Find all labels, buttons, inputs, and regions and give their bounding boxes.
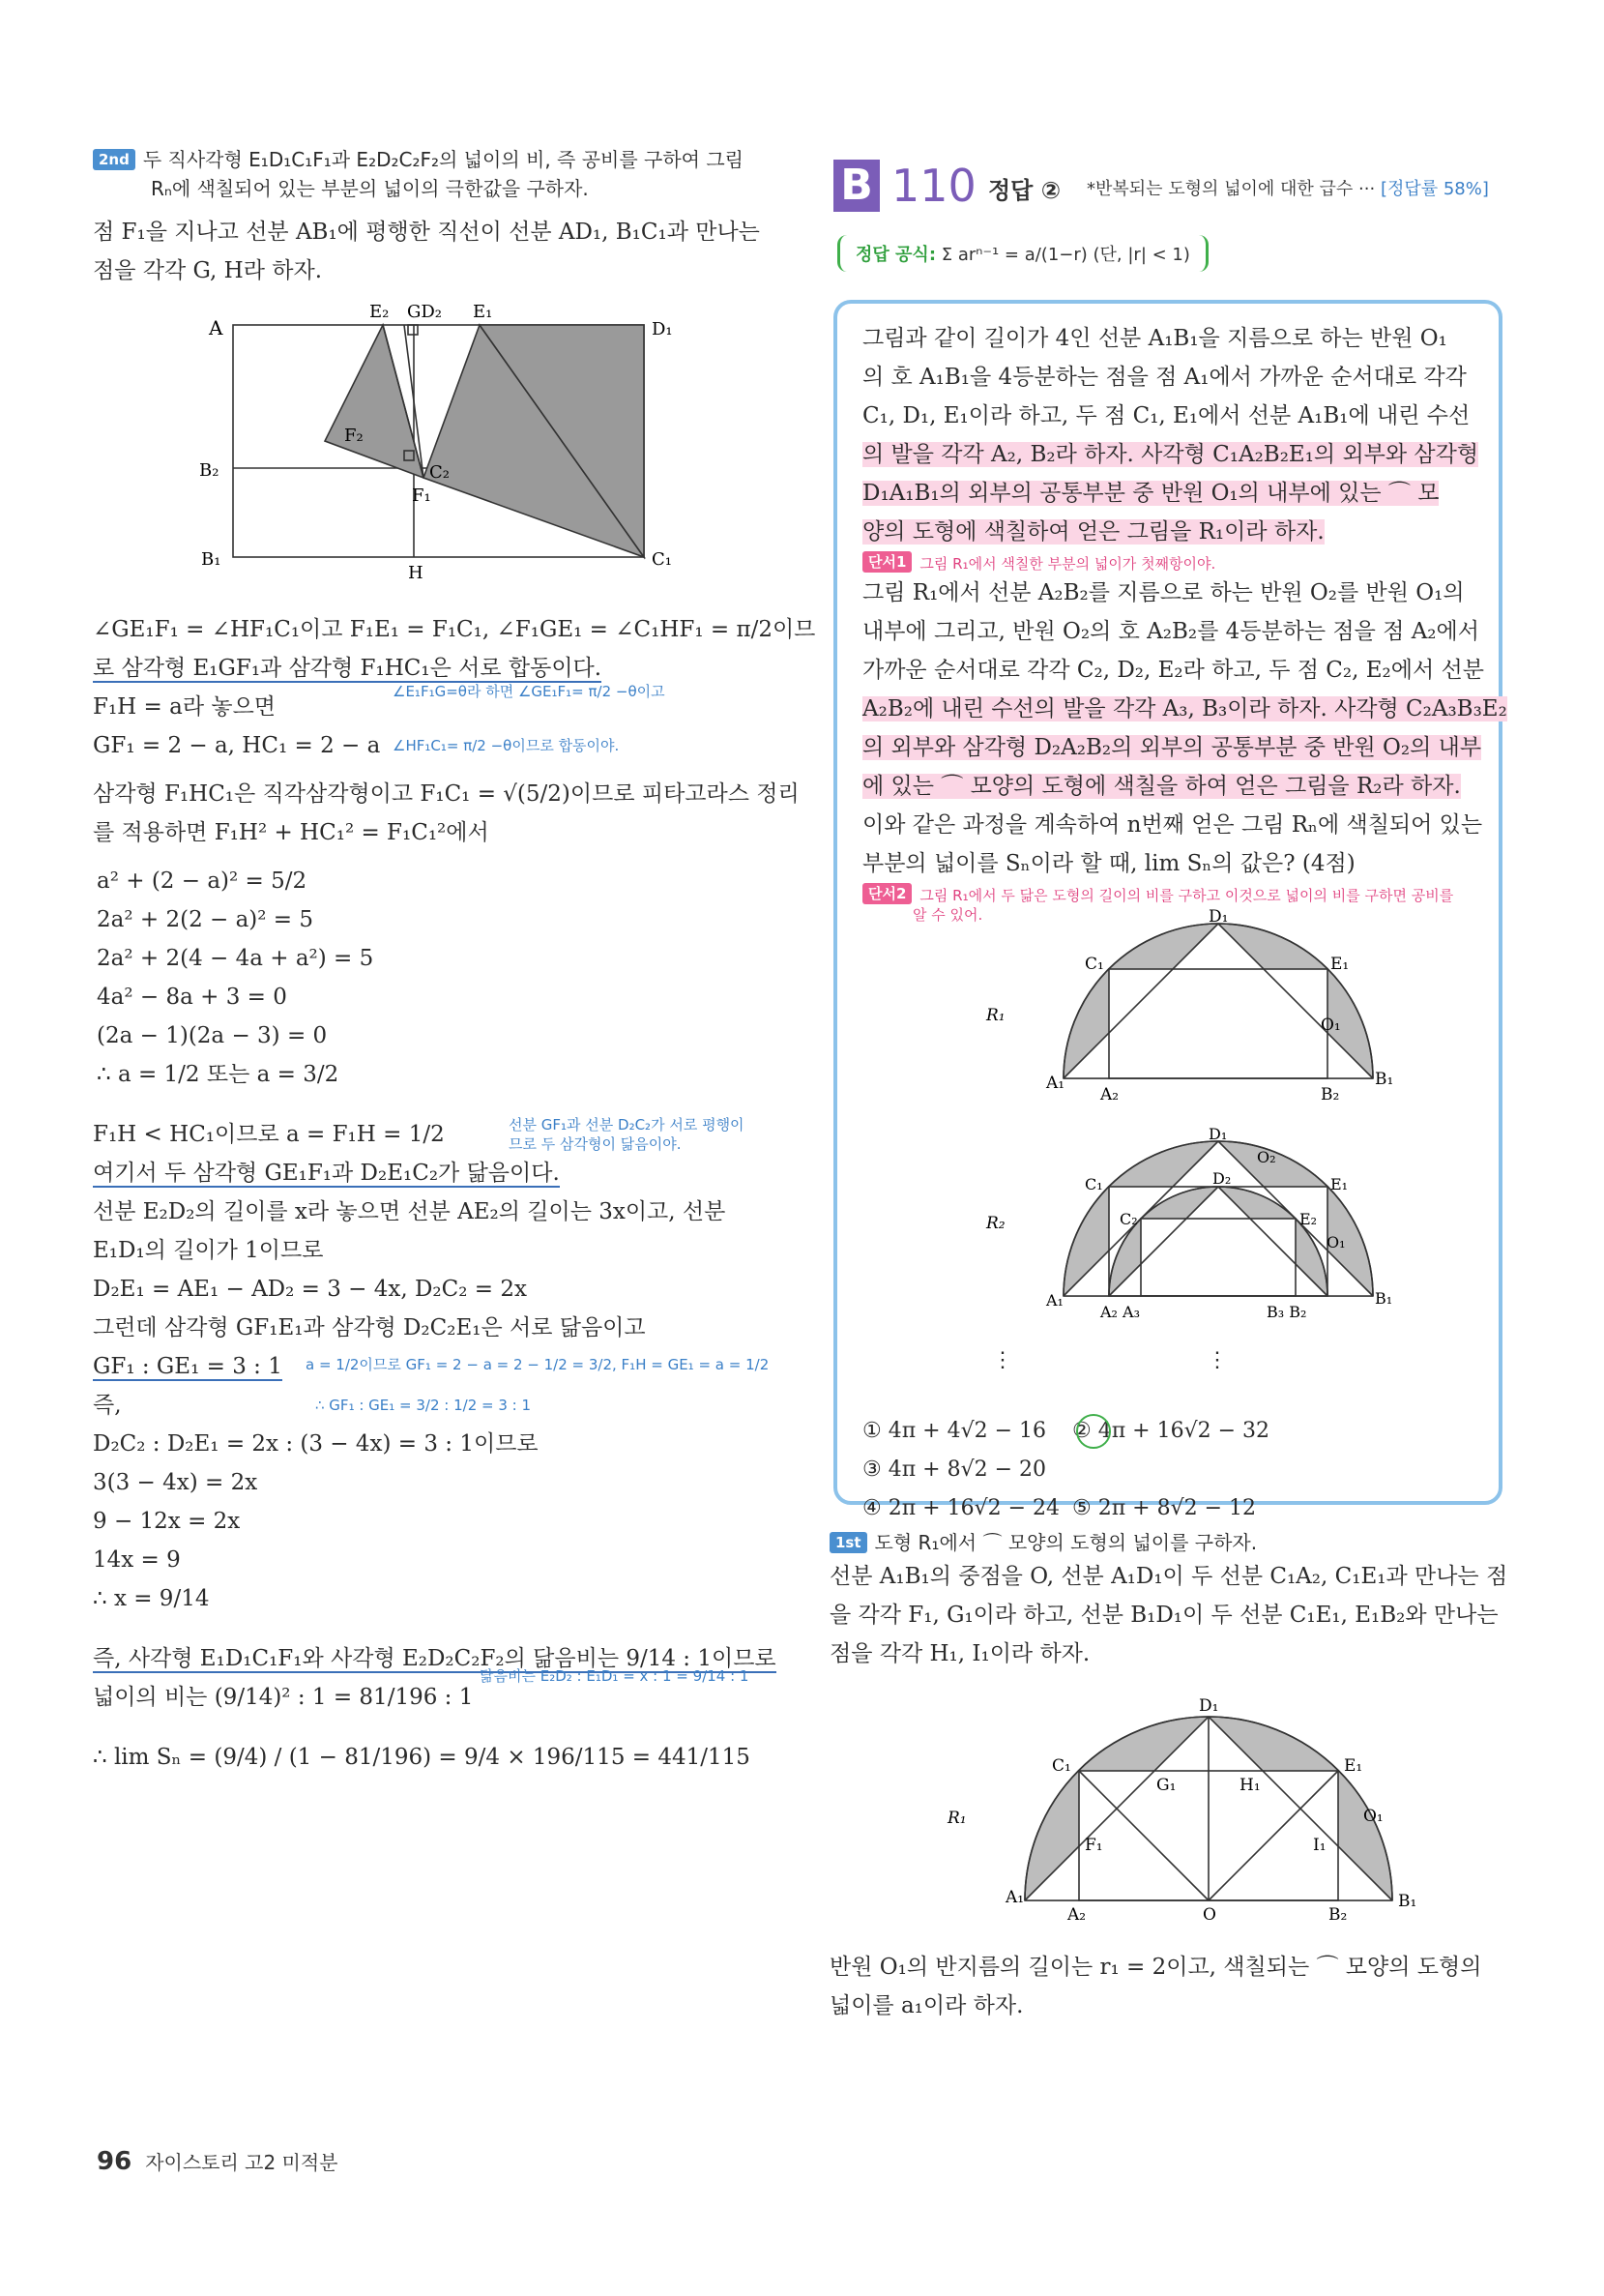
equation-line: 선분 E₂D₂의 길이를 x라 놓으면 선분 AE₂의 길이는 3x이고, 선분	[93, 1199, 726, 1224]
hint2: 단서2 그림 R₁에서 두 닮은 도형의 길이의 비를 구하고 이것으로 넓이의 비를 구하면 공비를	[862, 883, 1481, 905]
label-B2: B₂	[199, 460, 219, 481]
label-B1: B₁	[201, 549, 221, 570]
label-A1: A₁	[1006, 1888, 1025, 1907]
choice-2[interactable]: ② 4π + 16√2 − 32	[1072, 1419, 1270, 1443]
label-C1: C₁	[652, 549, 672, 570]
calc-line: 14x = 9	[93, 1547, 181, 1573]
label-E1: E₁	[1344, 1756, 1363, 1776]
label-D1: D₁	[1199, 1696, 1219, 1716]
hint-angle: ∠HF₁C₁= π/2 −θ이므로 합동이야.	[393, 737, 620, 754]
problem-line: D₁A₁B₁의 외부의 공통부분 중 반원 O₁의 내부에 있는 ⌒ 모	[862, 481, 1440, 506]
label-D1: D₁	[652, 319, 673, 339]
equation-line: GF₁ = 2 − a, HC₁ = 2 − a	[93, 733, 381, 758]
figure-r1	[977, 907, 1394, 1107]
label-C1: C₁	[1052, 1756, 1071, 1776]
equation-line: 그런데 삼각형 GF₁E₁과 삼각형 D₂C₂E₁은 서로 닮음이고	[93, 1315, 646, 1340]
label-H1: H₁	[1239, 1776, 1261, 1795]
label-A2A3: A₂ A₃	[1100, 1303, 1141, 1321]
equation-line: D₂C₂ : D₂E₁ = 2x : (3 − 4x) = 3 : 1이므로	[93, 1431, 539, 1457]
formula: Σ arⁿ⁻¹ = a/(1−r) (단, |r| < 1)	[941, 245, 1190, 265]
step2-heading: 2nd 두 직사각형 E₁D₁C₁F₁과 E₂D₂C₂F₂의 넓이의 비, 즉 공비를 구하여 그림	[93, 145, 770, 174]
label-R1: R₁	[948, 1809, 967, 1828]
ellipsis-dots: ⋮ ⋮	[992, 1348, 1228, 1372]
hint-ratio: ∴ GF₁ : GE₁ = 3/2 : 1/2 = 3 : 1	[315, 1397, 532, 1414]
accuracy-rate: [정답률 58%]	[1380, 179, 1489, 199]
choice-1[interactable]: ① 4π + 4√2 − 16	[862, 1419, 1047, 1443]
solution-line: 을 각각 F₁, G₁이라 하고, 선분 B₁D₁이 두 선분 C₁E₁, E₁B₂와 만나는	[830, 1603, 1499, 1628]
equation-line: F₁H < HC₁이므로 a = F₁H = 1/2	[93, 1122, 445, 1147]
calc-line: 9 − 12x = 2x	[93, 1509, 241, 1534]
equation-line: F₁H = a라 놓으면	[93, 694, 277, 720]
solution-tail	[830, 1948, 1506, 2025]
problem-line: 의 호 A₁B₁을 4등분하는 점을 점 A₁에서 가까운 순서대로 각각	[862, 365, 1467, 390]
answer-label: 정답 ②	[988, 177, 1062, 204]
label-E1: E₁	[473, 302, 493, 322]
equation-line: 삼각형 F₁HC₁은 직각삼각형이고 F₁C₁ = √(5/2)이므로 피타고라스 정리	[93, 781, 800, 807]
step1-tag: 1st	[830, 1532, 867, 1553]
calc-line: a² + (2 − a)² = 5/2	[97, 868, 307, 894]
calc-line: ∴ x = 9/14	[93, 1586, 210, 1611]
step2-heading-line2: Rₙ에 색칠되어 있는 부분의 넓이의 극한값을 구하자.	[151, 177, 589, 200]
label-O1: O₁	[1321, 1016, 1341, 1035]
choice-4[interactable]: ④ 2π + 16√2 − 24	[862, 1496, 1061, 1520]
label-G1: G₁	[1156, 1776, 1177, 1795]
problem-line: 양의 도형에 색칠하여 얻은 그림을 R₁이라 하자.	[862, 519, 1325, 545]
choice-3[interactable]: ③ 4π + 8√2 − 20	[862, 1457, 1047, 1482]
problem-line: 의 발을 각각 A₂, B₂라 하자. 사각형 C₁A₂B₂E₁의 외부와 삼각형	[862, 442, 1479, 467]
solution-line: 반원 O₁의 반지름의 길이는 r₁ = 2이고, 색칠되는 ⌒ 모양의 도형의	[830, 1955, 1482, 1980]
problem-line: 가까운 순서대로 각각 C₂, D₂, E₂라 하고, 두 점 C₂, E₂에서 선분	[862, 658, 1484, 683]
label-C2: C₂	[429, 462, 450, 483]
calc-line: 4a² − 8a + 3 = 0	[97, 985, 287, 1010]
answer-choices	[862, 1412, 1481, 1528]
calc-line: (2a − 1)(2a − 3) = 0	[97, 1023, 328, 1048]
label-C1: C₁	[1085, 955, 1104, 974]
problem-header	[833, 160, 1510, 218]
equation-line: ∠GE₁F₁ = ∠HF₁C₁이고 F₁E₁ = F₁C₁, ∠F₁GE₁ = ∠C₁HF₁ = π/2이므	[93, 617, 816, 642]
solution-step1: 1st 도형 R₁에서 ⌒ 모양의 도형의 넓이를 구하자. 선분 A₁B₁의 중점을 O, 선분 A₁D₁이 두 선분 C₁A₂, C₁E₁과 만나는 점 을 각각 F₁, G₁이라 하고, 선분 B₁D₁이 두 선분 C₁E₁, E₁B₂와 만나는 점을 각각 H₁, I₁이라 하자.	[830, 1528, 1506, 1673]
label-B2: B₂	[1321, 1085, 1340, 1104]
label-E1: E₁	[1330, 1175, 1349, 1193]
problem-number: 110	[891, 160, 977, 212]
problem-line: 에 있는 ⌒ 모양의 도형에 색칠을 하여 얻은 그림을 R₂라 하자.	[862, 774, 1461, 799]
label-R1: R₁	[986, 1006, 1006, 1025]
hint-angle: ∠E₁F₁G=θ라 하면 ∠GE₁F₁= π/2 −θ이고	[393, 683, 665, 700]
label-C1: C₁	[1085, 1175, 1103, 1193]
calc-line: 3(3 − 4x) = 2x	[93, 1470, 258, 1495]
label-O1: O₁	[1363, 1807, 1384, 1826]
label-E2: E₂	[1299, 1210, 1318, 1228]
label-A1: A₁	[1046, 1291, 1064, 1310]
choice-5[interactable]: ⑤ 2π + 8√2 − 12	[1072, 1496, 1257, 1520]
hint-parallel: 선분 GF₁과 선분 D₂C₂가 서로 평행이	[509, 1116, 744, 1133]
para-line: 점 F₁을 지나고 선분 AB₁에 평행한 직선이 선분 AD₁, B₁C₁과 만나는	[93, 220, 760, 245]
label-C2: C₂	[1120, 1210, 1138, 1228]
problem-text	[862, 319, 1507, 925]
figure-r2	[977, 1125, 1393, 1335]
label-B1: B₁	[1398, 1892, 1417, 1911]
hint-parallel: 므로 두 삼각형이 닮음이야.	[509, 1135, 682, 1153]
para-line: 점을 각각 G, H라 하자.	[93, 258, 323, 283]
equation-line: 로 삼각형 E₁GF₁과 삼각형 F₁HC₁은 서로 합동이다.	[93, 656, 602, 681]
label-D1: D₁	[1209, 907, 1229, 927]
hint1: 단서1 그림 R₁에서 색칠한 부분의 넓이가 첫째항이야.	[862, 551, 1481, 574]
label-GD2: GD₂	[407, 302, 443, 322]
problem-line: 내부에 그리고, 반원 O₂의 호 A₂B₂를 4등분하는 점을 점 A₂에서	[862, 619, 1479, 644]
label-A2: A₂	[1067, 1905, 1087, 1925]
calc-line: 2a² + 2(2 − a)² = 5	[97, 907, 314, 932]
page-footer	[97, 2147, 338, 2176]
label-A1: A₁	[1046, 1074, 1065, 1093]
answer-circle	[1076, 1414, 1111, 1449]
label-B1: B₁	[1375, 1289, 1393, 1308]
equation-line: GF₁ : GE₁ = 3 : 1	[93, 1354, 282, 1379]
page-number: 96	[97, 2147, 132, 2176]
label-H: H	[408, 563, 423, 583]
solution-line: 점을 각각 H₁, I₁이라 하자.	[830, 1641, 1091, 1666]
label-D2: D₂	[1212, 1169, 1232, 1188]
label-E1: E₁	[1330, 955, 1350, 974]
rectangle-figure	[93, 296, 770, 583]
problem-line: 의 외부와 삼각형 D₂A₂B₂의 외부의 공통부분 중 반원 O₂의 내부	[862, 735, 1482, 760]
step2-tag: 2nd	[93, 149, 135, 170]
equation-line: ∴ lim Sₙ = (9/4) / (1 − 81/196) = 9/4 × 196/115 = 441/115	[93, 1745, 750, 1770]
label-B1: B₁	[1375, 1070, 1394, 1089]
label-D1: D₁	[1209, 1125, 1228, 1143]
calc-line: 2a² + 2(4 − 4a + a²) = 5	[97, 946, 374, 971]
label-B2: B₂	[1328, 1905, 1348, 1925]
equation-line: 여기서 두 삼각형 GE₁F₁과 D₂E₁C₂가 닮음이다.	[93, 1161, 560, 1186]
equation-line: D₂E₁ = AE₁ − AD₂ = 3 − 4x, D₂C₂ = 2x	[93, 1277, 527, 1302]
hint-ratio: a = 1/2이므로 GF₁ = 2 − a = 2 − 1/2 = 3/2, F₁H = GE₁ = a = 1/2	[306, 1356, 770, 1373]
formula-box: 정답 공식: Σ arⁿ⁻¹ = a/(1−r) (단, |r| < 1)	[837, 235, 1209, 272]
solution-line: 선분 A₁B₁의 중점을 O, 선분 A₁D₁이 두 선분 C₁A₂, C₁E₁과 만나는 점	[830, 1564, 1508, 1589]
label-F1: F₁	[412, 486, 431, 506]
label-B3B2: B₃ B₂	[1267, 1303, 1307, 1321]
hint2-line2: 알 수 있어.	[913, 906, 983, 924]
problem-line: 그림 R₁에서 선분 A₂B₂를 지름으로 하는 반원 O₂를 반원 O₁의	[862, 580, 1465, 605]
topic: *반복되는 도형의 넓이에 대한 급수 ··· [정답률 58%]	[1087, 179, 1489, 199]
problem-line: A₂B₂에 내린 수선의 발을 각각 A₃, B₃이라 하자. 사각형 C₂A₃B₃E₂	[862, 696, 1507, 721]
equation-line: 즉,	[93, 1393, 122, 1418]
label-O2: O₂	[1257, 1148, 1276, 1166]
label-O: O	[1203, 1905, 1216, 1925]
equation-line: 를 적용하면 F₁H² + HC₁² = F₁C₁²에서	[93, 820, 489, 845]
problem-line: 부분의 넓이를 Sₙ이라 할 때, lim Sₙ의 값은? (4점)	[862, 851, 1356, 876]
solution-line: 넓이를 a₁이라 하자.	[830, 1993, 1024, 2018]
equation-line: 즉, 사각형 E₁D₁C₁F₁와 사각형 E₂D₂C₂F₂의 닮음비는 9/14 : 1이므로	[93, 1646, 776, 1671]
figure-r1-detail	[928, 1696, 1470, 1925]
difficulty-badge: B	[833, 160, 880, 212]
problem-line: 이와 같은 과정을 계속하여 n번째 얻은 그림 Rₙ에 색칠되어 있는	[862, 812, 1483, 838]
label-O1: O₁	[1327, 1233, 1346, 1251]
label-A2: A₂	[1100, 1085, 1120, 1104]
label-R2: R₂	[986, 1214, 1006, 1233]
problem-line: C₁, D₁, E₁이라 하고, 두 점 C₁, E₁에서 선분 A₁B₁에 내린 수선	[862, 403, 1471, 428]
label-A: A	[209, 316, 223, 339]
label-F2: F₂	[344, 426, 364, 446]
equation-line: E₁D₁의 길이가 1이므로	[93, 1238, 324, 1263]
problem-line: 그림과 같이 길이가 4인 선분 A₁B₁을 지름으로 하는 반원 O₁	[862, 326, 1447, 351]
equation-line: 넓이의 비는 (9/14)² : 1 = 81/196 : 1	[93, 1685, 474, 1710]
hint-simratio: 닮음비는 E₂D₂ : E₁D₁ = x : 1 = 9/14 : 1	[480, 1667, 749, 1685]
label-E2: E₂	[369, 302, 390, 322]
book-title: 자이스토리 고2 미적분	[145, 2151, 338, 2174]
calc-line: ∴ a = 1/2 또는 a = 3/2	[97, 1062, 339, 1087]
label-F1: F₁	[1085, 1836, 1103, 1855]
label-I1: I₁	[1313, 1836, 1327, 1855]
left-column	[93, 145, 816, 1777]
